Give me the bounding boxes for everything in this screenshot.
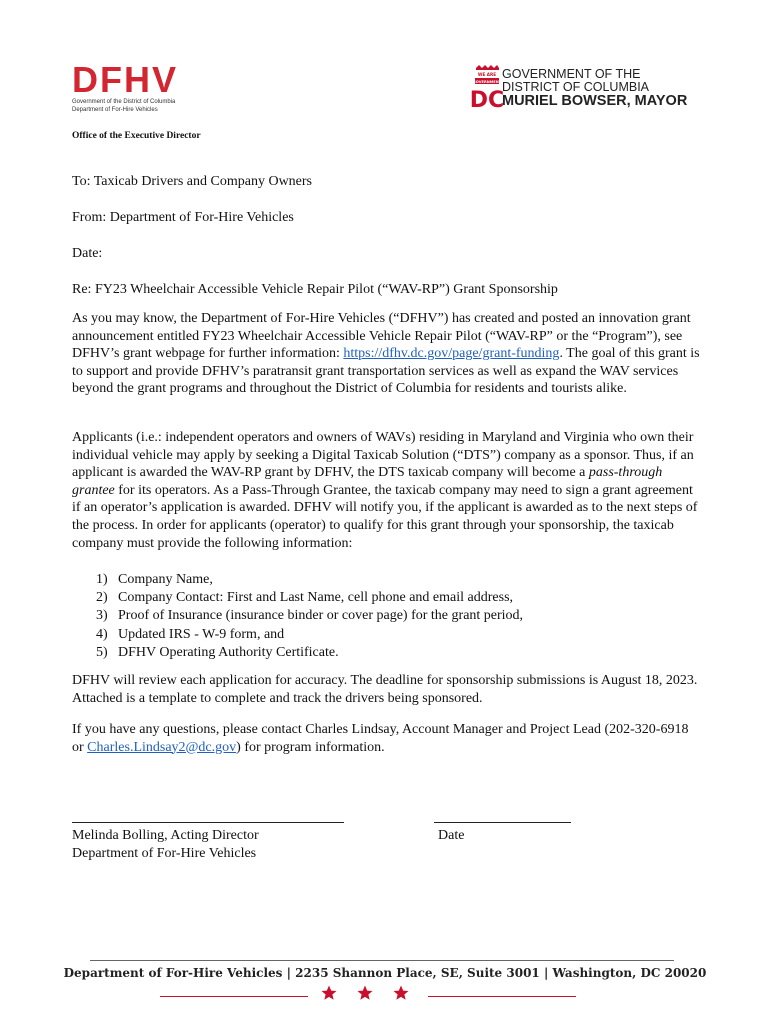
dfhv-logo-subtitle-2: Department of For-Hire Vehicles: [72, 107, 158, 113]
list-item: 2) Company Contact: First and Last Name, cell phone and email address,: [96, 590, 514, 606]
review-text: DFHV will review each application for accuracy. The deadline for sponsorship submissions is August 18, 2023. Attached is a template to complete and track the drivers being sponsored.: [72, 673, 698, 706]
footer-divider: [90, 960, 674, 961]
star-icon: [320, 984, 338, 1002]
gov-line-1: GOVERNMENT OF THE: [502, 67, 641, 81]
review-paragraph: [72, 672, 702, 707]
contact-text-cont: ) for program information.: [236, 739, 385, 755]
date-line: [434, 822, 571, 823]
footer-red-line-right: [428, 996, 576, 997]
date-label: Date: [438, 828, 465, 843]
emblem-dc: DC: [469, 88, 505, 113]
applicants-paragraph: [72, 429, 702, 552]
office-heading: Office of the Executive Director: [72, 131, 201, 141]
memo-subject: Re: FY23 Wheelchair Accessible Vehicle Repair Pilot (“WAV-RP”) Grant Sponsorship: [72, 282, 558, 297]
star-icon: [392, 984, 410, 1002]
dfhv-logo-subtitle-1: Government of the District of Columbia: [72, 99, 176, 105]
footer-address: Department of For-Hire Vehicles | 2235 Shannon Place, SE, Suite 3001 | Washington, DC 20020: [63, 966, 707, 980]
contact-text: If you have any questions, please contact Charles Lindsay, Account Manager and Project Lead (202-320-6918 or: [72, 722, 689, 755]
footer-red-line-left: [160, 996, 308, 997]
signer-department: Department of For-Hire Vehicles: [72, 846, 257, 861]
pass-through-term: pass-through grantee: [72, 465, 663, 498]
signature-line: [72, 822, 344, 823]
memo-to: To: Taxicab Drivers and Company Owners: [72, 174, 313, 189]
list-item: 3) Proof of Insurance (insurance binder or cover page) for the grant period,: [96, 608, 524, 624]
signer-name: Melinda Bolling, Acting Director: [72, 828, 259, 843]
footer-stars: [320, 984, 410, 1002]
list-item: 4) Updated IRS - W-9 form, and: [96, 626, 285, 642]
requirements-list: [96, 571, 523, 662]
contact-email-link[interactable]: Charles.Lindsay2@dc.gov: [87, 739, 237, 755]
intro-paragraph: [72, 310, 702, 398]
intro-text-cont: . The goal of this grant is to support and provide DFHV’s paratransit grant transportation services as well as expand the WAV services beyond the grant programs and throughout the District of Columbia for residents and tourists alike.: [72, 346, 700, 397]
applicants-text-cont: for its operators. As a Pass-Through Grantee, the taxicab company may need to sign a grant agreement if an operator’s application is awarded. DFHV will notify you, if the applicant is awarded as to the next steps of the process. In order for applicants (operator) to qualify for this grant through your sponsorship, the taxicab company must provide the following information:: [72, 482, 698, 551]
list-item: 5) DFHV Operating Authority Certificate.: [96, 644, 339, 660]
star-icon: [356, 984, 374, 1002]
dc-emblem-icon: [469, 66, 505, 113]
dfhv-logo: [72, 59, 182, 114]
memo-date: Date:: [72, 246, 103, 261]
dfhv-logo-text: DFHV: [72, 59, 178, 100]
gov-line-2: DISTRICT OF COLUMBIA: [502, 80, 650, 94]
applicants-text: Applicants (i.e.: independent operators and owners of WAVs) residing in Maryland and Virginia who own their individual vehicle may apply by seeking a Digital Taxicab Solution (“DTS”) company as a sponsor. Thus, if an applicant is awarded the WAV-RP grant by DFHV, the DTS taxicab company will become a: [72, 430, 694, 481]
emblem-text-2: GOVERNMENT: [472, 79, 502, 84]
gov-mayor-line: MURIEL BOWSER, MAYOR: [502, 93, 688, 109]
contact-paragraph: [72, 721, 702, 756]
emblem-text-1: WE ARE: [477, 72, 497, 77]
list-item: 1) Company Name,: [96, 572, 213, 587]
memo-from: From: Department of For-Hire Vehicles: [72, 210, 294, 225]
dc-government-logo: [469, 66, 700, 113]
grant-funding-link[interactable]: https://dfhv.dc.gov/page/grant-funding: [343, 346, 560, 362]
intro-text: As you may know, the Department of For-Hire Vehicles (“DFHV”) has created and posted an innovation grant announcement entitled FY23 Wheelchair Accessible Vehicle Repair Pilot (“WAV-RP” or the “Program”), see DFHV’s grant webpage for further information:: [72, 311, 691, 362]
